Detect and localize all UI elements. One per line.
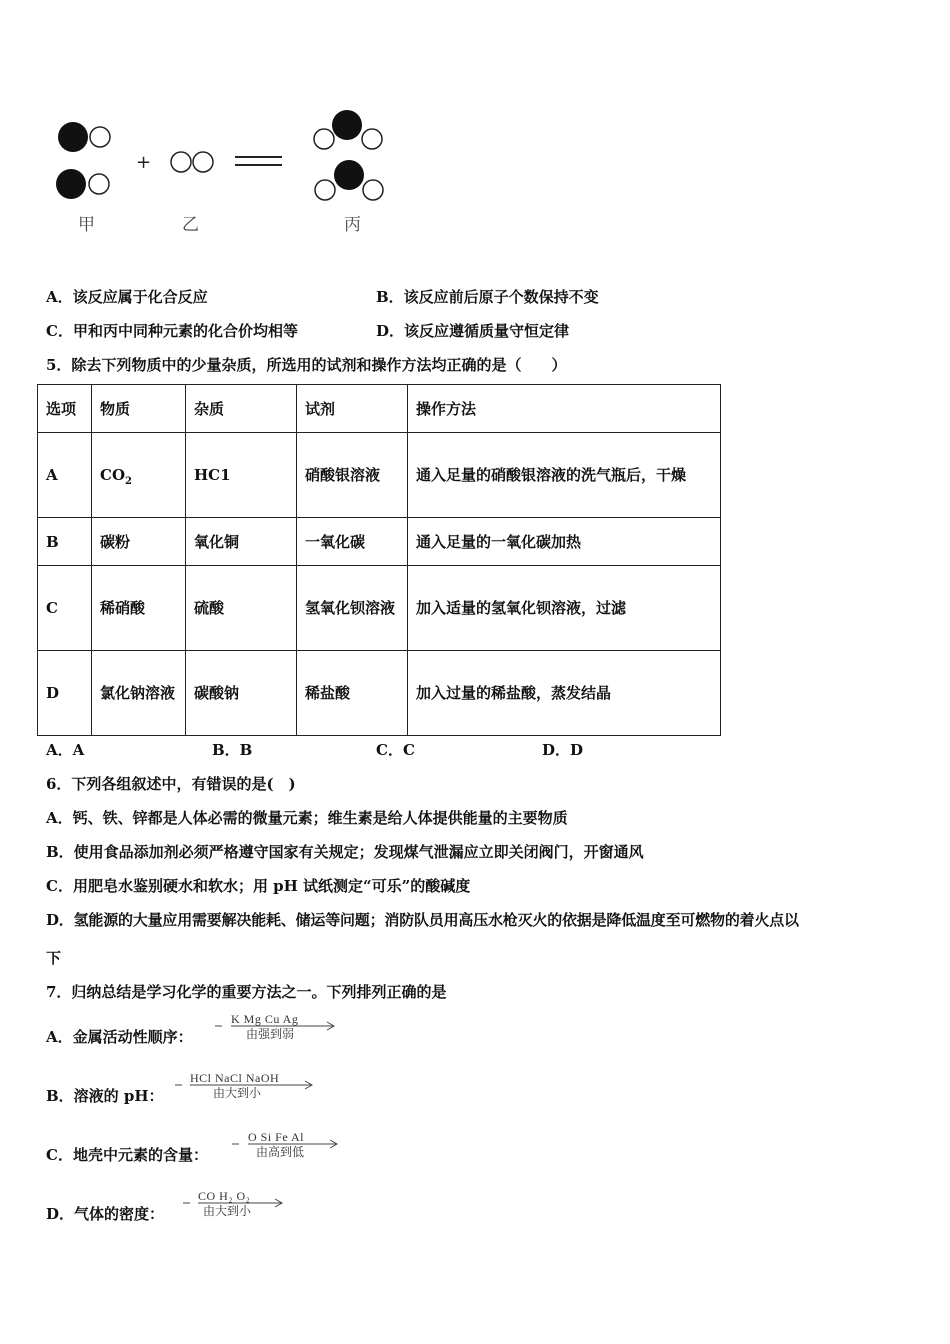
label-yi: 乙 bbox=[182, 215, 199, 235]
row-b-option: B bbox=[38, 518, 92, 566]
header-option: 选项 bbox=[38, 385, 92, 433]
q5-answer-b: B．B bbox=[212, 741, 253, 759]
q4-option-d: D．该反应遵循质量守恒定律 bbox=[376, 322, 570, 340]
table-row bbox=[38, 518, 721, 566]
header-method: 操作方法 bbox=[408, 385, 721, 433]
q5-answer-c: C．C bbox=[376, 741, 415, 759]
row-c-option: C bbox=[38, 566, 92, 651]
q6-option-a: A．钙、铁、锌都是人体必需的微量元素；维生素是给人体提供能量的主要物质 bbox=[46, 809, 568, 827]
row-a-reagent: 硝酸银溶液 bbox=[297, 433, 408, 518]
sequence-a-elements: K Mg Cu Ag bbox=[231, 1012, 299, 1026]
row-d-impurity: 碳酸钠 bbox=[186, 651, 297, 736]
sequence-b-elements: HCl NaCl NaOH bbox=[190, 1071, 280, 1085]
q4-option-b: B．该反应前后原子个数保持不变 bbox=[376, 288, 599, 306]
q5-table bbox=[37, 384, 721, 736]
molecule-yi bbox=[171, 152, 213, 172]
table-row bbox=[38, 651, 721, 736]
reaction-diagram bbox=[40, 105, 400, 240]
row-c-substance: 稀硝酸 bbox=[92, 566, 186, 651]
label-jia: 甲 bbox=[78, 215, 95, 235]
row-b-impurity: 氧化铜 bbox=[186, 518, 297, 566]
sequence-a-direction: 由强到弱 bbox=[246, 1027, 295, 1041]
row-c-method: 加入适量的氢氧化钡溶液，过滤 bbox=[408, 566, 721, 651]
q7-option-a-label: A．金属活动性顺序： bbox=[46, 1028, 193, 1046]
molecule-jia-2 bbox=[56, 169, 109, 199]
q7-option-a-sequence bbox=[213, 1012, 338, 1044]
row-b-method: 通入足量的一氧化碳加热 bbox=[408, 518, 721, 566]
row-a-impurity: HC1 bbox=[186, 433, 297, 518]
molecule-bing-2 bbox=[315, 160, 383, 200]
q6-option-b: B．使用食品添加剂必须严格遵守国家有关规定；发现煤气泄漏应立即关闭阀门，开窗通风 bbox=[46, 843, 644, 861]
molecule-bing-1 bbox=[314, 110, 382, 149]
q4-option-a: A．该反应属于化合反应 bbox=[46, 288, 208, 306]
row-c-reagent: 氢氧化钡溶液 bbox=[297, 566, 408, 651]
sequence-b-direction: 由大到小 bbox=[213, 1086, 262, 1100]
q5-stem: 5．除去下列物质中的少量杂质，所选用的试剂和操作方法均正确的是（ ） bbox=[46, 356, 567, 374]
row-a-substance: $CO_2$ bbox=[92, 433, 186, 518]
header-substance: 物质 bbox=[92, 385, 186, 433]
q6-option-d-cont: 下 bbox=[46, 949, 62, 967]
table-row bbox=[38, 433, 721, 518]
sequence-c-elements: O Si Fe Al bbox=[248, 1130, 305, 1144]
q6-stem: 6．下列各组叙述中，有错误的是( ) bbox=[46, 775, 296, 793]
q7-stem: 7．归纳总结是学习化学的重要方法之一。下列排列正确的是 bbox=[46, 983, 447, 1001]
q4-option-c: C．甲和丙中同种元素的化合价均相等 bbox=[46, 322, 298, 340]
q5-answer-d: D．D bbox=[542, 741, 584, 759]
plus-sign: + bbox=[136, 152, 152, 173]
row-c-impurity: 硫酸 bbox=[186, 566, 297, 651]
header-impurity: 杂质 bbox=[186, 385, 297, 433]
row-d-reagent: 稀盐酸 bbox=[297, 651, 408, 736]
q7-option-d-label: D．气体的密度： bbox=[46, 1205, 165, 1223]
q7-option-b-label: B．溶液的 pH： bbox=[46, 1087, 164, 1105]
q6-option-c: C．用肥皂水鉴别硬水和软水；用 pH 试纸测定“可乐”的酸碱度 bbox=[46, 877, 471, 895]
sequence-d-elements: CO H₂ O₂ bbox=[198, 1189, 251, 1203]
molecule-jia-1 bbox=[58, 122, 110, 152]
row-d-option: D bbox=[38, 651, 92, 736]
row-b-reagent: 一氧化碳 bbox=[297, 518, 408, 566]
sequence-c-direction: 由高到低 bbox=[256, 1145, 305, 1159]
header-reagent: 试剂 bbox=[297, 385, 408, 433]
q5-answer-a: A．A bbox=[46, 741, 85, 759]
row-a-method: 通入足量的硝酸银溶液的洗气瓶后，干燥 bbox=[408, 433, 721, 518]
row-b-substance: 碳粉 bbox=[92, 518, 186, 566]
sequence-d-direction: 由大到小 bbox=[203, 1204, 252, 1218]
row-a-option: A bbox=[38, 433, 92, 518]
label-bing: 丙 bbox=[344, 215, 361, 235]
row-d-substance: 氯化钠溶液 bbox=[92, 651, 186, 736]
table-header-row bbox=[38, 385, 721, 433]
q7-option-d-sequence bbox=[181, 1189, 286, 1221]
table-row bbox=[38, 566, 721, 651]
q7-option-c-label: C．地壳中元素的含量： bbox=[46, 1146, 208, 1164]
q7-option-b-sequence bbox=[173, 1071, 318, 1103]
q7-option-c-sequence bbox=[230, 1130, 340, 1162]
row-d-method: 加入过量的稀盐酸，蒸发结晶 bbox=[408, 651, 721, 736]
equals-sign bbox=[235, 157, 282, 165]
q6-option-d: D．氢能源的大量应用需要解决能耗、储运等问题；消防队员用高压水枪灭火的依据是降低温度至可燃物的着火点以 bbox=[46, 911, 799, 929]
